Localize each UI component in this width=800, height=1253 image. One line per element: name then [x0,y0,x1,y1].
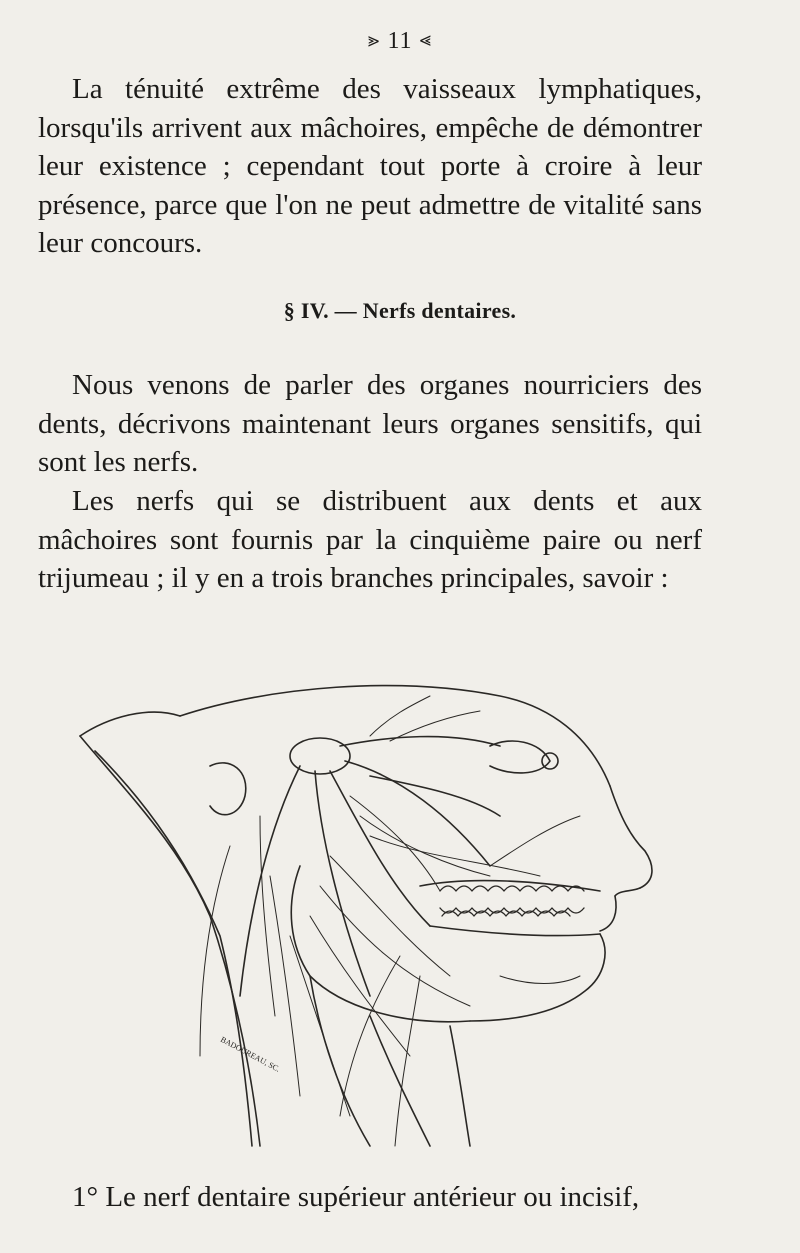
paragraph-lymphatics: La ténuité extrême des vaisseaux lymphatiques, lorsqu'ils arrivent aux mâchoires, empêche de démontrer leur existence ; cependant tout porte à croire à leur présence, parce que l'on ne peut admettre de vitalité sans leur concours. [38,73,702,259]
paragraph-trigeminal: Les nerfs qui se distribuent aux dents et aux mâchoires sont fournis par la cinquième paire ou nerf trijumeau ; il y en a trois branches principales, savoir : [38,485,702,594]
section-heading: § IV. — Nerfs dentaires. [283,298,517,323]
right-ornament-icon: ⪡ [419,29,432,51]
page-header [0,28,800,55]
head-nerves-illustration [70,676,660,1156]
paragraph-nerves-intro: Nous venons de parler des organes nourriciers des dents, décrivons maintenant leurs organes sensitifs, qui sont les nerfs. [38,369,702,478]
anatomical-figure [70,676,660,1156]
page-number: 11 [387,28,413,54]
left-ornament-icon: ⪢ [368,29,381,51]
engraver-signature: BADOUREAU, SC. [219,1034,282,1074]
paragraph-incisive-nerve: 1° Le nerf dentaire supérieur antérieur ou incisif, [72,1181,640,1213]
